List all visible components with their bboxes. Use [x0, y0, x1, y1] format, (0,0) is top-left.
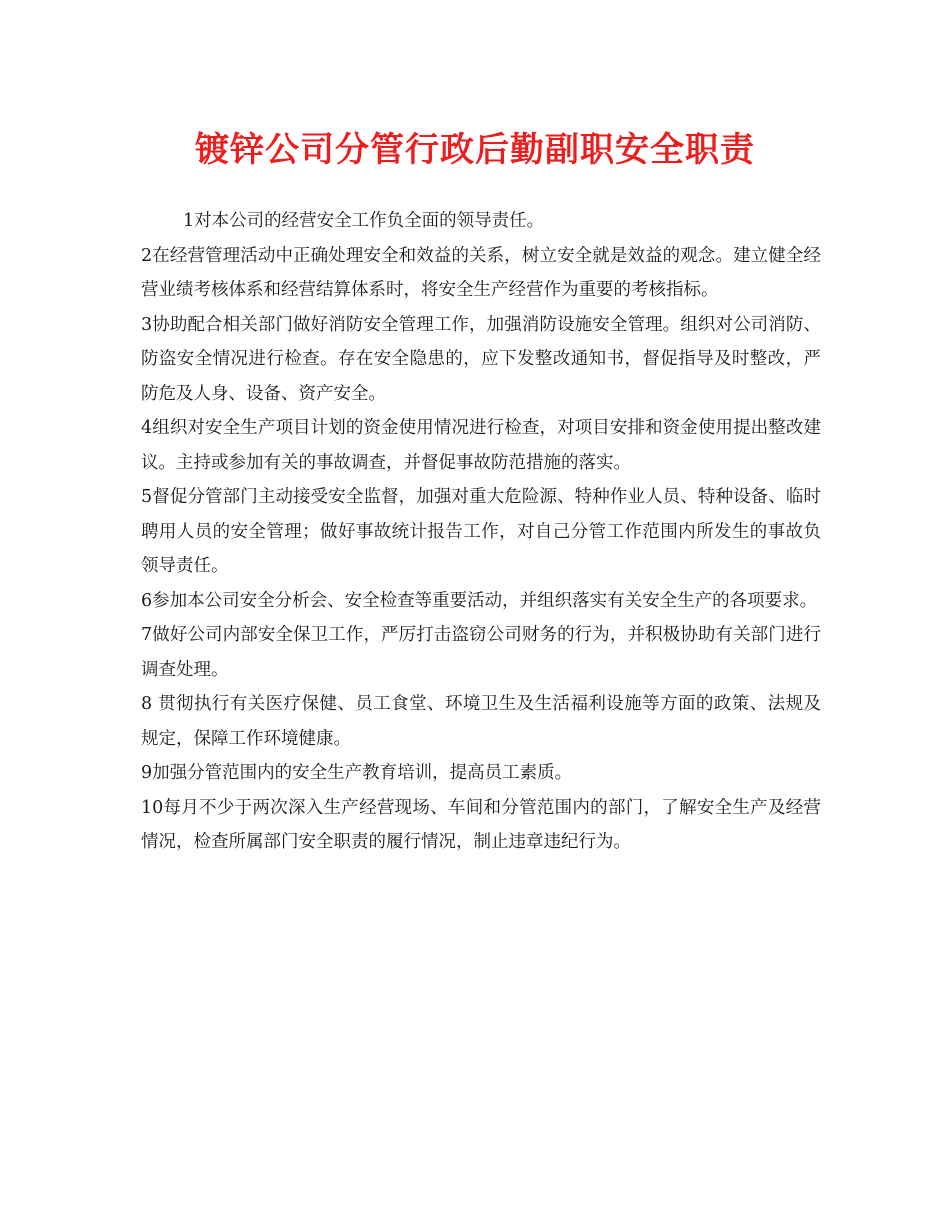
paragraph-8: 8 贯彻执行有关医疗保健、员工食堂、环境卫生及生活福利设施等方面的政策、法规及规定，保障工作环境健康。	[141, 694, 821, 749]
paragraph-5: 5督促分管部门主动接受安全监督，加强对重大危险源、特种作业人员、特种设备、临时聘用人员的安全管理；做好事故统计报告工作，对自己分管工作范围内所发生的事故负领导责任。	[141, 487, 821, 576]
document-title: 镀锌公司分管行政后勤副职安全职责	[195, 130, 755, 170]
paragraph-7: 7做好公司内部安全保卫工作，严厉打击盗窃公司财务的行为，并积极协助有关部门进行调查处理。	[141, 625, 821, 680]
paragraph-9: 9加强分管范围内的安全生产教育培训，提高员工素质。	[141, 763, 573, 783]
paragraph-1: 1对本公司的经营安全工作负全面的领导责任。	[183, 211, 545, 231]
paragraph-4: 4组织对安全生产项目计划的资金使用情况进行检查，对项目安排和资金使用提出整改建议。主持或参加有关的事故调查，并督促事故防范措施的落实。	[141, 418, 821, 473]
paragraph-3: 3协助配合相关部门做好消防安全管理工作，加强消防设施安全管理。组织对公司消防、防盗安全情况进行检查。存在安全隐患的，应下发整改通知书，督促指导及时整改，严防危及人身、设备、资产安全。	[141, 314, 821, 404]
document-body	[141, 204, 821, 860]
paragraph-10: 10每月不少于两次深入生产经营现场、车间和分管范围内的部门，了解安全生产及经营情况，检查所属部门安全职责的履行情况，制止违章违纪行为。	[141, 797, 821, 852]
paragraph-2: 2在经营管理活动中正确处理安全和效益的关系，树立安全就是效益的观念。建立健全经营业绩考核体系和经营结算体系时，将安全生产经营作为重要的考核指标。	[141, 245, 821, 300]
paragraph-6: 6参加本公司安全分析会、安全检查等重要活动，并组织落实有关安全生产的各项要求。	[141, 590, 818, 611]
